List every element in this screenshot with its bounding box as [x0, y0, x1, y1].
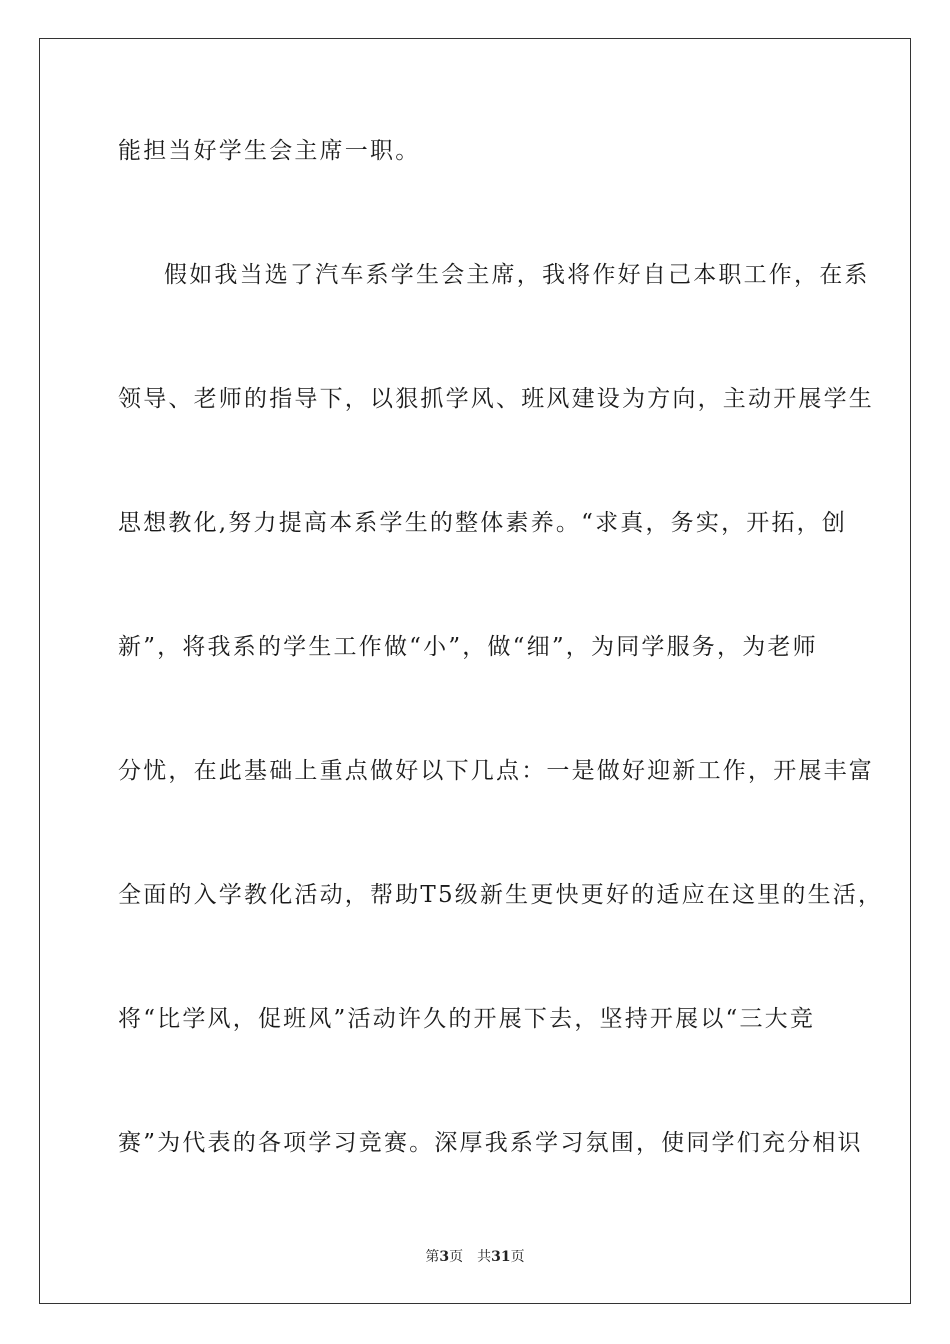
total-prefix: 共	[477, 1249, 492, 1265]
page-number: 3	[439, 1249, 450, 1265]
text-line-3: 领导、老师的指导下，以狠抓学风、班风建设为方向，主动开展学生	[118, 386, 874, 412]
text-line-2: 假如我当选了汽车系学生会主席，我将作好自己本职工作，在系	[164, 262, 870, 288]
text-line-4: 思想教化,努力提高本系学生的整体素养。“求真，务实，开拓，创	[118, 510, 848, 536]
text-line-1: 能担当好学生会主席一职。	[118, 138, 421, 164]
page-border	[39, 38, 911, 1304]
page-prefix: 第	[425, 1249, 440, 1265]
text-line-7: 全面的入学教化活动，帮助T5级新生更快更好的适应在这里的生活，	[118, 882, 884, 908]
text-line-5: 新”，将我系的学生工作做“小”，做“细”，为同学服务，为老师	[118, 634, 818, 660]
page-footer	[0, 1247, 950, 1267]
text-line-9: 赛”为代表的各项学习竞赛。深厚我系学习氛围，使同学们充分相识	[118, 1130, 863, 1156]
page-suffix: 页	[449, 1249, 464, 1265]
total-pages: 31	[491, 1249, 511, 1265]
text-line-6: 分忧，在此基础上重点做好以下几点：一是做好迎新工作，开展丰富	[118, 758, 874, 784]
total-suffix: 页	[510, 1249, 525, 1265]
text-line-8: 将“比学风，促班风”活动许久的开展下去，坚持开展以“三大竞	[118, 1006, 816, 1032]
